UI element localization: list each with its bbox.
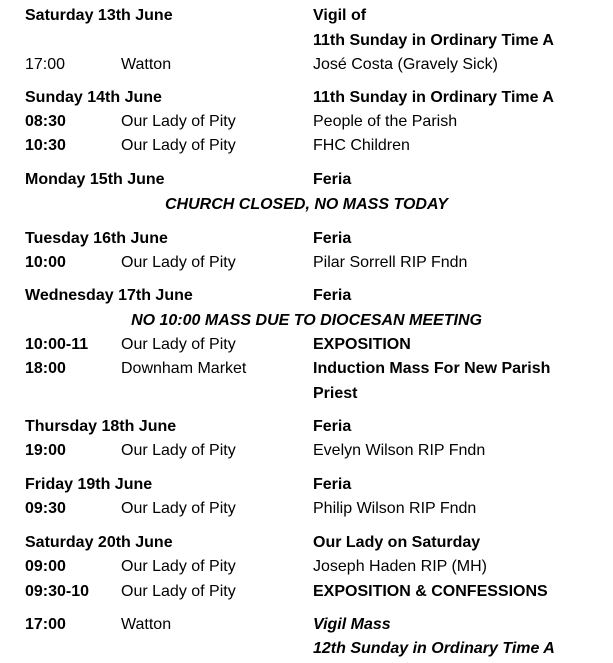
mass-time: 10:00 (25, 254, 66, 271)
mass-row (0, 334, 613, 356)
day-label: Monday 15th June (25, 171, 165, 188)
mass-intention: EXPOSITION (313, 336, 411, 353)
day-header-row (0, 416, 613, 438)
celebration-label: Feria (313, 287, 352, 304)
mass-time: 10:00-11 (25, 336, 89, 353)
notice-row (0, 194, 613, 216)
mass-place: Our Lady of Pity (121, 558, 236, 575)
mass-row (0, 252, 613, 274)
day-label: Thursday 18th June (25, 418, 177, 435)
mass-place: Our Lady of Pity (121, 113, 236, 130)
mass-intention-continuation-row (0, 638, 613, 660)
day-label: Sunday 14th June (25, 89, 162, 106)
mass-intention-line2: Priest (313, 385, 358, 402)
mass-intention: EXPOSITION & CONFESSIONS (313, 583, 548, 600)
mass-intention: Joseph Haden RIP (MH) (313, 558, 487, 575)
celebration-label: Vigil of (313, 7, 367, 24)
mass-time: 17:00 (25, 56, 66, 73)
mass-intention: José Costa (Gravely Sick) (313, 56, 498, 73)
mass-place: Our Lady of Pity (121, 442, 236, 459)
day-header-row (0, 228, 613, 250)
day-header-row (0, 169, 613, 191)
celebration-label-line2: 11th Sunday in Ordinary Time A (313, 32, 554, 49)
celebration-continuation-row (0, 30, 613, 52)
day-label: Saturday 20th June (25, 534, 173, 551)
mass-time: 09:30-10 (25, 583, 90, 600)
notice-row (0, 310, 613, 332)
mass-row (0, 581, 613, 603)
mass-row (0, 498, 613, 520)
day-label: Tuesday 16th June (25, 230, 168, 247)
day-label: Saturday 13th June (25, 7, 173, 24)
mass-place: Downham Market (121, 360, 247, 377)
mass-place: Our Lady of Pity (121, 137, 236, 154)
mass-row (0, 358, 613, 380)
mass-time: 09:30 (25, 500, 66, 517)
day-header-row (0, 474, 613, 496)
day-header-row (0, 285, 613, 307)
day-header-row (0, 87, 613, 109)
celebration-label: Our Lady on Saturday (313, 534, 481, 551)
mass-place: Watton (121, 56, 172, 73)
mass-row (0, 111, 613, 133)
mass-intention: Vigil Mass (313, 616, 391, 633)
mass-row (0, 135, 613, 157)
mass-time: 18:00 (25, 360, 66, 377)
mass-intention-continuation-row (0, 383, 613, 405)
notice-text: CHURCH CLOSED, NO MASS TODAY (165, 196, 448, 213)
mass-time: 19:00 (25, 442, 66, 459)
mass-time: 10:30 (25, 137, 66, 154)
celebration-label: 11th Sunday in Ordinary Time A (313, 89, 554, 106)
mass-place: Our Lady of Pity (121, 336, 236, 353)
day-label: Friday 19th June (25, 476, 153, 493)
mass-row (0, 440, 613, 462)
mass-time: 09:00 (25, 558, 66, 575)
mass-intention: Pilar Sorrell RIP Fndn (313, 254, 468, 271)
mass-intention: Philip Wilson RIP Fndn (313, 500, 477, 517)
mass-intention: Evelyn Wilson RIP Fndn (313, 442, 486, 459)
mass-place: Our Lady of Pity (121, 583, 236, 600)
mass-intention: People of the Parish (313, 113, 458, 130)
mass-intention: Induction Mass For New Parish (313, 360, 551, 377)
mass-time: 17:00 (25, 616, 66, 633)
celebration-label: Feria (313, 476, 352, 493)
day-label: Wednesday 17th June (25, 287, 193, 304)
mass-intention-line2: 12th Sunday in Ordinary Time A (313, 640, 555, 657)
celebration-label: Feria (313, 171, 352, 188)
mass-row (0, 614, 613, 636)
day-header-row (0, 5, 613, 27)
mass-row (0, 556, 613, 578)
day-header-row (0, 532, 613, 554)
mass-place: Our Lady of Pity (121, 254, 236, 271)
mass-place: Our Lady of Pity (121, 500, 236, 517)
mass-intention: FHC Children (313, 137, 410, 154)
mass-place: Watton (121, 616, 172, 633)
mass-row (0, 54, 613, 76)
celebration-label: Feria (313, 418, 352, 435)
notice-text: NO 10:00 MASS DUE TO DIOCESAN MEETING (131, 312, 482, 329)
mass-time: 08:30 (25, 113, 66, 130)
celebration-label: Feria (313, 230, 352, 247)
